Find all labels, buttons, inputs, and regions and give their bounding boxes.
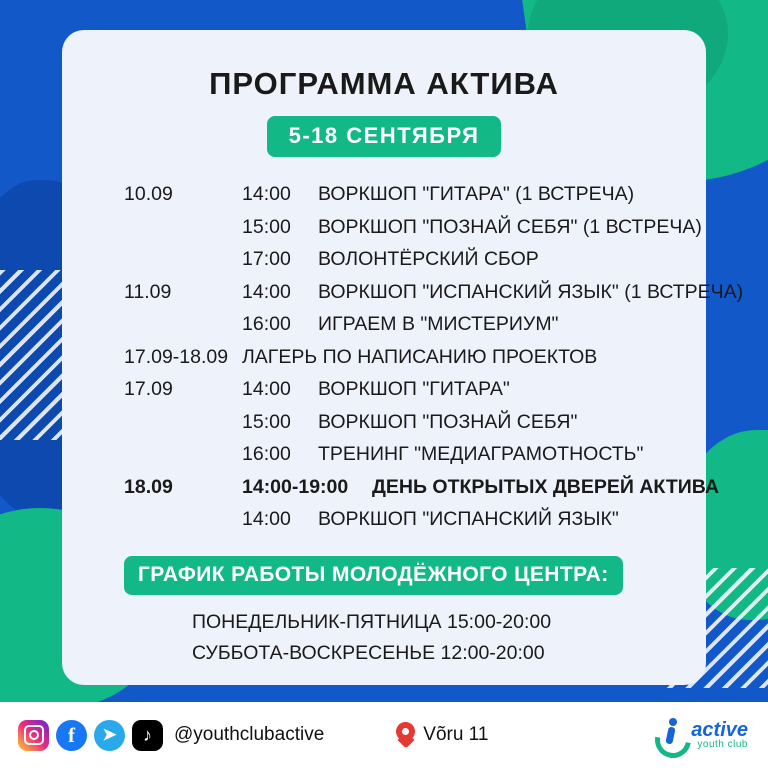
date-badge-container [84,116,684,157]
schedule-date: 11.09 [124,280,172,303]
decor-stripes-left [0,270,70,440]
schedule-time: 15:00 [242,410,291,433]
schedule-description: ДЕНЬ ОТКРЫТЫХ ДВЕРЕЙ АКТИВА [372,475,719,498]
schedule-time: 16:00 [242,443,291,465]
schedule-description: ВОРКШОП "ПОЗНАЙ СЕБЯ" [318,410,578,433]
schedule-time: 14:00 [242,280,291,303]
map-pin-icon [396,722,415,748]
schedule-list [84,183,744,530]
schedule-row [124,510,684,530]
brand-text [691,720,748,750]
schedule-row-highlight [124,475,719,498]
schedule-date: 10.09 [124,183,173,205]
social-handle: @youthclubactive [174,724,325,745]
schedule-time: 15:00 [242,215,291,238]
location-group [396,722,488,748]
schedule-row [124,380,684,400]
schedule-time: 14:00-19:00 [242,475,349,498]
brand-name: active [691,719,748,741]
brand-logo [653,718,748,752]
schedule-description: ВОРКШОП "ПОЗНАЙ СЕБЯ" (1 ВСТРЕЧА) [318,215,702,238]
schedule-description: ВОРКШОП "ИСПАНСКИЙ ЯЗЫК" (1 ВСТРЕЧА) [318,280,744,303]
footer-bar [0,702,768,768]
facebook-icon[interactable]: f [56,720,87,751]
content-card [62,30,744,685]
schedule-row [124,315,684,335]
hours-badge-container [84,556,684,595]
schedule-time: 17:00 [242,248,291,270]
instagram-icon[interactable] [18,720,49,751]
schedule-row [124,250,684,270]
location-address: Võru 11 [423,724,489,745]
schedule-time: 14:00 [242,378,291,400]
schedule-time: 14:00 [242,508,291,530]
schedule-time: 14:00 [242,183,291,205]
schedule-time: 16:00 [242,313,291,335]
schedule-row [124,345,684,368]
schedule-description: ВОРКШОП "ИСПАНСКИЙ ЯЗЫК" [318,508,619,530]
schedule-date: 17.09 [124,378,173,400]
social-icons-group [18,720,163,751]
hours-row: СУББОТА-ВОСКРЕСЕНЬЕ 12:00-20:00 [192,641,545,664]
schedule-row [124,280,744,303]
schedule-date: 18.09 [124,475,173,498]
schedule-description: ВОЛОНТЁРСКИЙ СБОР [318,248,539,270]
active-logo-icon [653,718,687,752]
hours-row: ПОНЕДЕЛЬНИК-ПЯТНИЦА 15:00-20:00 [192,610,552,633]
schedule-description: ВОРКШОП "ГИТАРА" (1 ВСТРЕЧА) [318,183,635,205]
schedule-row [124,410,684,433]
tiktok-icon[interactable]: ♪ [132,720,163,751]
date-range-badge: 5-18 СЕНТЯБРЯ [267,116,502,157]
opening-hours-list [84,611,684,665]
schedule-date: 17.09-18.09 [124,345,229,368]
schedule-description: ТРЕНИНГ "МЕДИАГРАМОТНОСТЬ" [318,443,644,465]
schedule-row [124,185,684,205]
telegram-icon[interactable]: ➤ [94,720,125,751]
schedule-row [124,445,684,465]
schedule-description: ИГРАЕМ В "МИСТЕРИУМ" [318,313,559,335]
schedule-description: ЛАГЕРЬ ПО НАПИСАНИЮ ПРОЕКТОВ [242,345,598,368]
schedule-description: ВОРКШОП "ГИТАРА" [318,378,510,400]
brand-subtitle: youth club [697,739,748,750]
page-title: ПРОГРАММА АКТИВА [209,66,559,101]
schedule-row [124,215,702,238]
opening-hours-badge: ГРАФИК РАБОТЫ МОЛОДЁЖНОГО ЦЕНТРА: [124,556,623,595]
